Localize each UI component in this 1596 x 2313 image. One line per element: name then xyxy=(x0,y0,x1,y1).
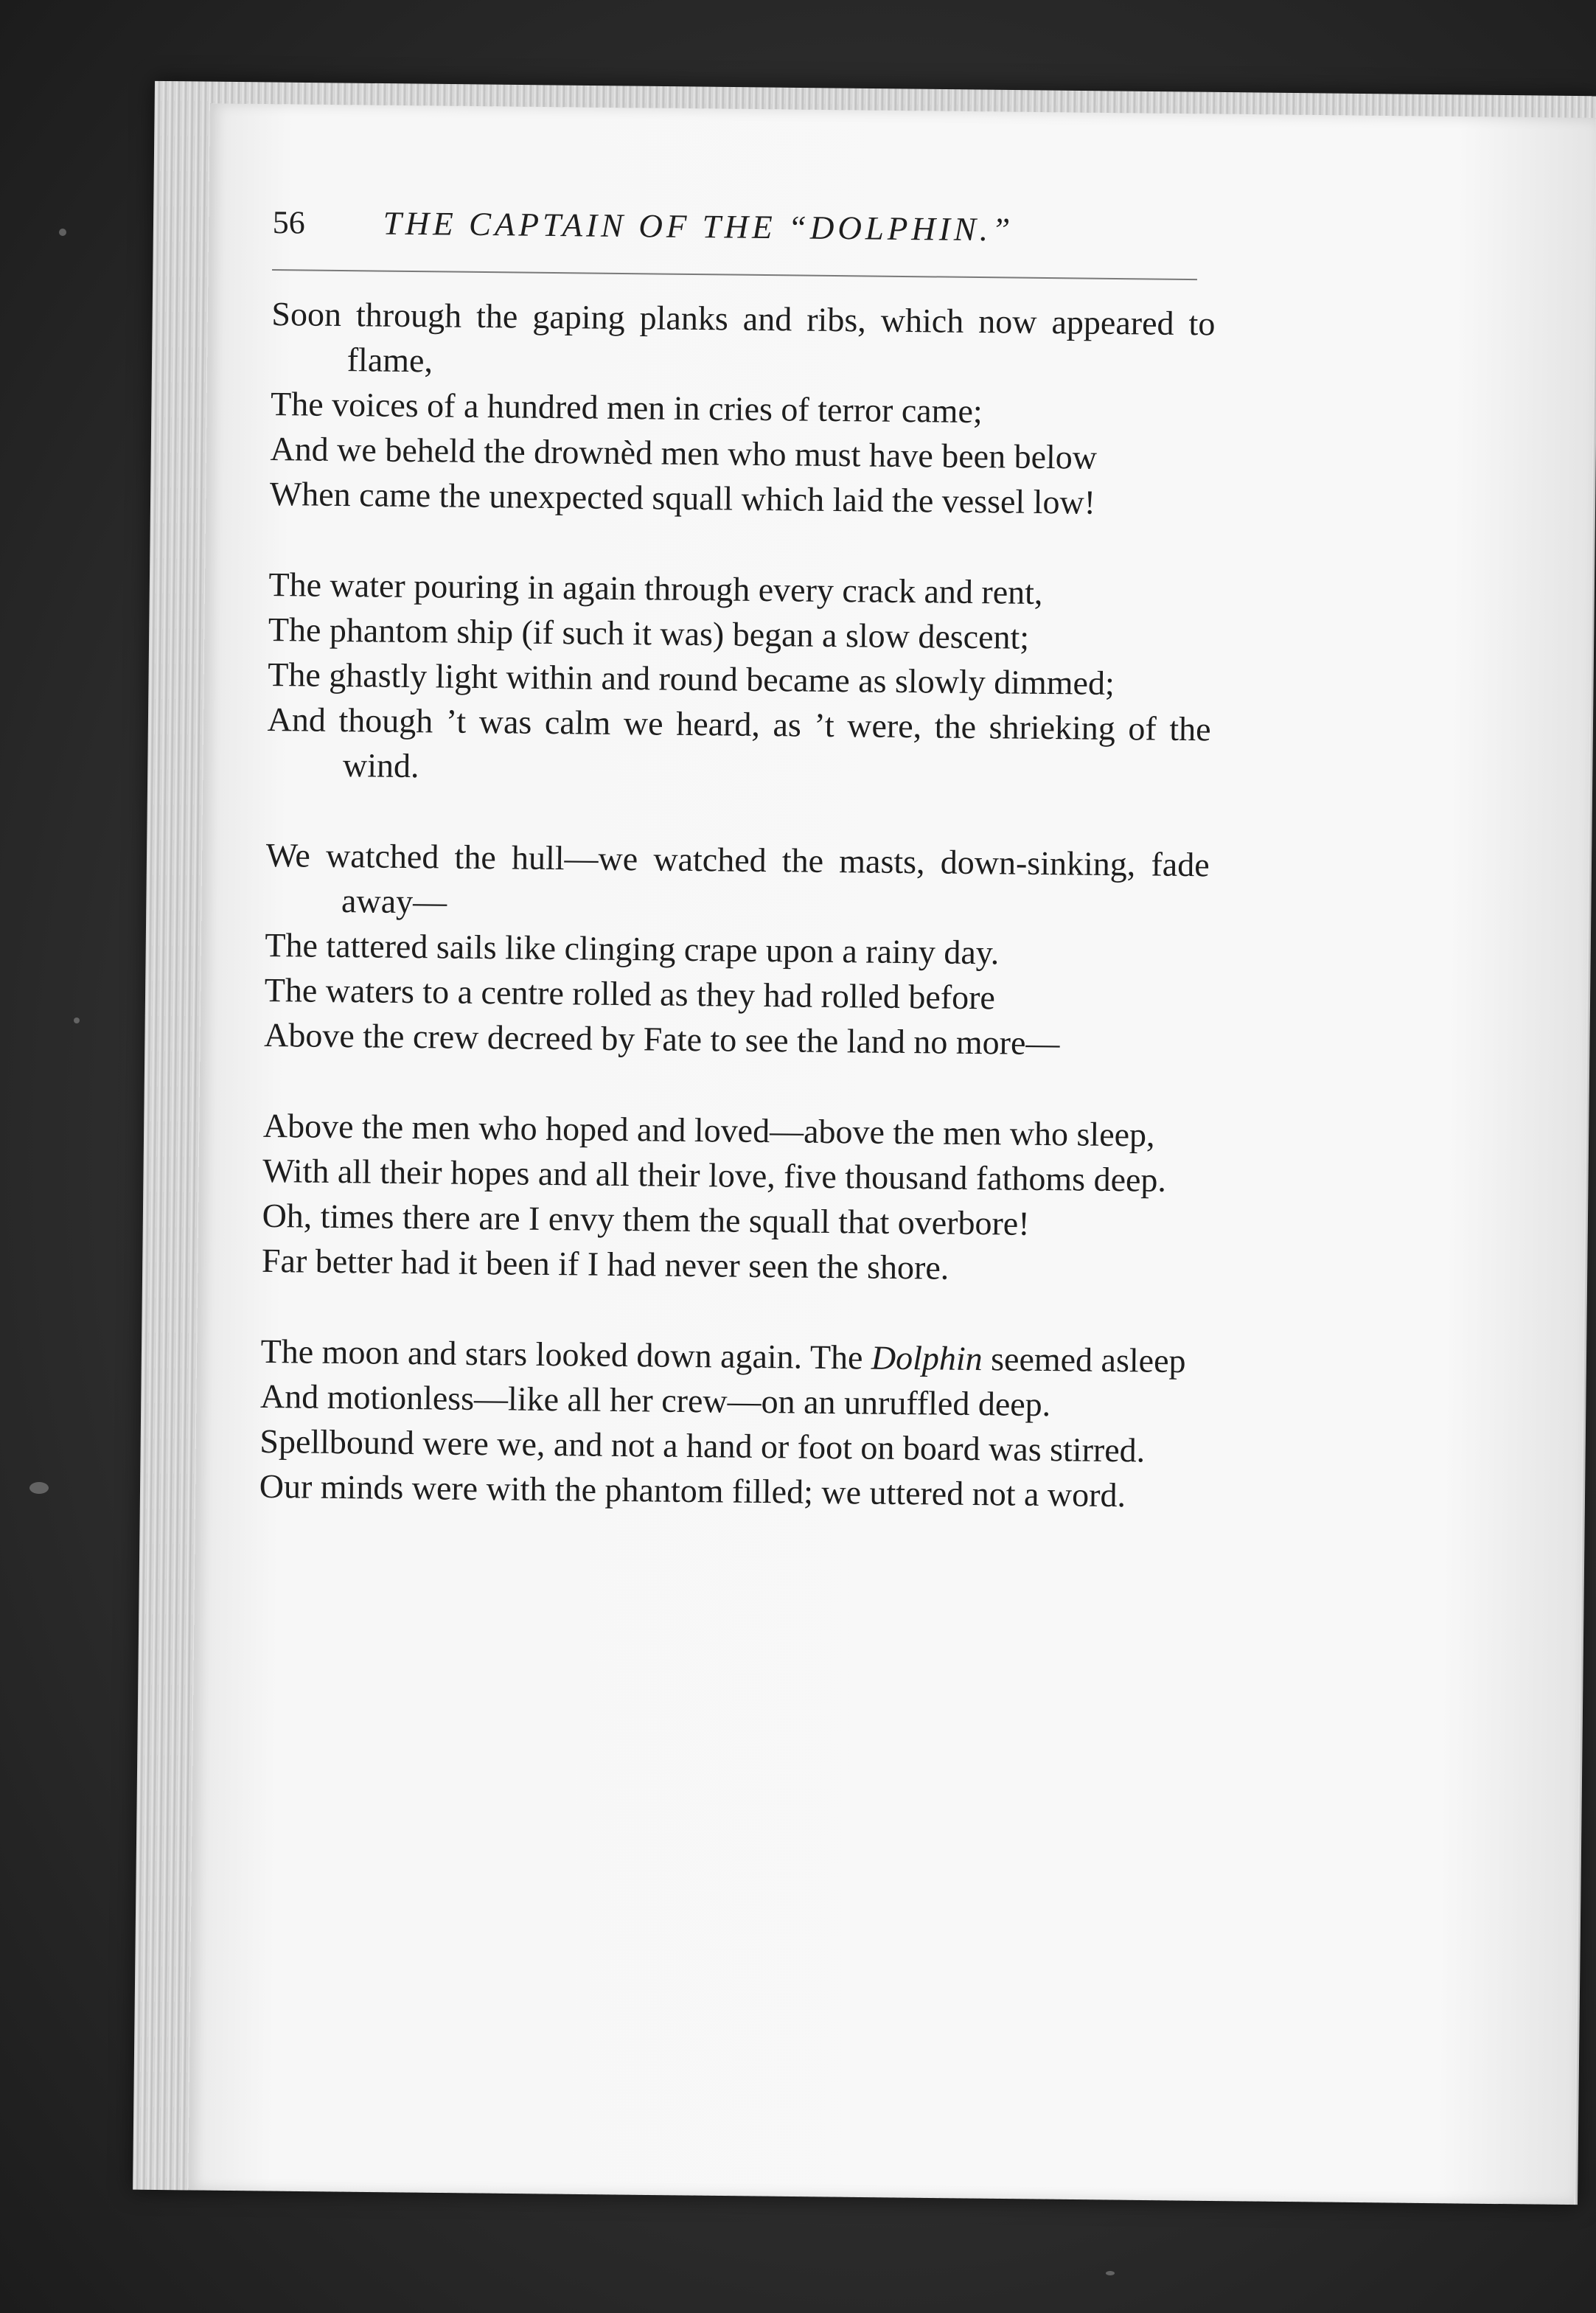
page-number: 56 xyxy=(272,204,305,241)
verse-line-mid: The xyxy=(801,1338,872,1377)
background-speck xyxy=(74,1018,80,1023)
stanza-4 xyxy=(262,1103,1207,1293)
verse-line: Spellbound were we, and not a hand or foot on board was stirred. xyxy=(259,1422,1146,1469)
stanza-3 xyxy=(264,832,1210,1067)
ship-name-italic: Dolphin xyxy=(871,1338,983,1378)
verse-line: The tattered sails like clinging crape upon a rainy day. xyxy=(265,925,1000,972)
background-speck xyxy=(1106,2271,1115,2275)
verse-line-end: seemed asleep xyxy=(982,1340,1186,1380)
verse-line-start: The moon and stars looked down again. xyxy=(260,1332,803,1376)
verse-line: The water pouring in again through every crack and rent, xyxy=(268,565,1043,611)
background-speck xyxy=(59,229,66,236)
running-head xyxy=(272,203,1216,279)
stanza-1 xyxy=(270,291,1216,526)
verse-line: We watched the hull—we watched the masts, down-sinking, fade away— xyxy=(265,835,1210,921)
verse-line: Far better had it been if I had never seen the shore. xyxy=(261,1241,949,1287)
verse-line: The ghastly light within and round became as slowly dimmed; xyxy=(268,655,1115,702)
stanza-2 xyxy=(267,562,1213,796)
verse-line: And though ’t was calm we heard, as ’t were, the shrieking of the wind. xyxy=(267,700,1211,785)
verse-line: The phantom ship (if such it was) began a slow descent; xyxy=(268,610,1030,656)
verse-line: When came the unexpected squall which laid the vessel low! xyxy=(269,474,1096,521)
running-head-title: THE CAPTAIN OF THE “DOLPHIN.” xyxy=(383,204,1014,248)
verse-line: With all their hopes and all their love, five thousand fathoms deep. xyxy=(262,1151,1167,1199)
page-text xyxy=(259,203,1216,1564)
background-speck xyxy=(29,1482,49,1494)
verse-line: Soon through the gaping planks and ribs, which now appeared to flame, xyxy=(271,294,1216,380)
verse-line: Above the crew decreed by Fate to see the land no more— xyxy=(263,1015,1060,1062)
verse-line: The waters to a centre rolled as they had rolled before xyxy=(264,970,996,1017)
verse-line: Above the men who hoped and loved—above the men who sleep, xyxy=(262,1106,1155,1154)
stanza-5 xyxy=(259,1329,1204,1518)
verse-line: And motionless—like all her crew—on an unruffled deep. xyxy=(259,1377,1051,1424)
verse-line: Our minds were with the phantom filled; we uttered not a word. xyxy=(259,1467,1126,1514)
verse-line: Oh, times there are I envy them the squall that overbore! xyxy=(262,1196,1030,1242)
verse-line: And we beheld the drownèd men who must have been below xyxy=(270,429,1098,476)
verse-line: The voices of a hundred men in cries of terror came; xyxy=(270,384,983,431)
